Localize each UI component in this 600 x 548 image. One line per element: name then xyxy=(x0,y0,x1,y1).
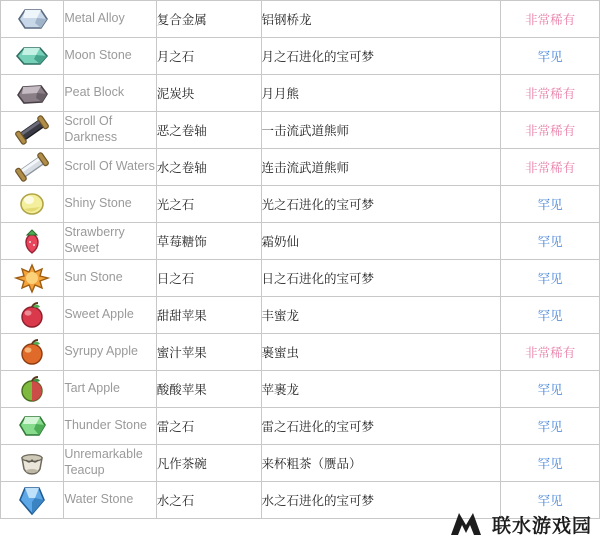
item-name-en: Unremarkable Teacup xyxy=(64,445,156,482)
item-icon-cell xyxy=(1,260,64,297)
item-name-cn: 草莓糖饰 xyxy=(156,223,261,260)
item-rarity: 罕见 xyxy=(501,223,600,260)
table-row xyxy=(1,408,600,445)
item-description: 来杯粗茶（赝品） xyxy=(261,445,501,482)
item-rarity: 罕见 xyxy=(501,482,600,519)
item-description: 水之石进化的宝可梦 xyxy=(261,482,501,519)
item-description: 雷之石进化的宝可梦 xyxy=(261,408,501,445)
item-icon-cell xyxy=(1,482,64,519)
item-description: 霜奶仙 xyxy=(261,223,501,260)
table-row xyxy=(1,482,600,519)
watermark-text: 联水游戏园 xyxy=(491,515,592,537)
item-icon-cell xyxy=(1,75,64,112)
item-rarity: 非常稀有 xyxy=(501,112,600,149)
item-description: 一击流武道熊师 xyxy=(261,112,501,149)
item-rarity: 非常稀有 xyxy=(501,75,600,112)
scroll-of-darkness-icon xyxy=(11,112,53,148)
item-name-en: Scroll Of Waters xyxy=(64,149,156,186)
shiny-stone-icon xyxy=(11,186,53,222)
item-rarity: 罕见 xyxy=(501,445,600,482)
item-rarity: 非常稀有 xyxy=(501,1,600,38)
item-description: 丰蜜龙 xyxy=(261,297,501,334)
item-name-cn: 雷之石 xyxy=(156,408,261,445)
strawberry-sweet-icon xyxy=(11,223,53,259)
table-row xyxy=(1,334,600,371)
table-row xyxy=(1,149,600,186)
item-icon-cell xyxy=(1,38,64,75)
item-description: 光之石进化的宝可梦 xyxy=(261,186,501,223)
item-name-en: Scroll Of Darkness xyxy=(64,112,156,149)
item-name-cn: 恶之卷轴 xyxy=(156,112,261,149)
item-icon-cell xyxy=(1,371,64,408)
item-name-cn: 蜜汁苹果 xyxy=(156,334,261,371)
item-name-cn: 月之石 xyxy=(156,38,261,75)
item-name-cn: 水之卷轴 xyxy=(156,149,261,186)
item-description: 苹裹龙 xyxy=(261,371,501,408)
item-name-en: Water Stone xyxy=(64,482,156,519)
table-row xyxy=(1,38,600,75)
table-row xyxy=(1,112,600,149)
item-description: 铝钢桥龙 xyxy=(261,1,501,38)
item-description: 日之石进化的宝可梦 xyxy=(261,260,501,297)
table-row xyxy=(1,75,600,112)
table-row xyxy=(1,371,600,408)
item-rarity: 非常稀有 xyxy=(501,334,600,371)
metal-alloy-icon xyxy=(11,1,53,37)
item-description: 连击流武道熊师 xyxy=(261,149,501,186)
item-icon-cell xyxy=(1,445,64,482)
item-icon-cell xyxy=(1,223,64,260)
syrupy-apple-icon xyxy=(11,334,53,370)
item-icon-cell xyxy=(1,149,64,186)
item-icon-cell xyxy=(1,112,64,149)
item-rarity: 非常稀有 xyxy=(501,149,600,186)
item-name-cn: 酸酸苹果 xyxy=(156,371,261,408)
item-icon-cell xyxy=(1,186,64,223)
item-name-en: Syrupy Apple xyxy=(64,334,156,371)
item-rarity: 罕见 xyxy=(501,38,600,75)
item-name-en: Shiny Stone xyxy=(64,186,156,223)
sweet-apple-icon xyxy=(11,297,53,333)
item-name-cn: 日之石 xyxy=(156,260,261,297)
item-name-cn: 凡作茶碗 xyxy=(156,445,261,482)
item-name-cn: 泥炭块 xyxy=(156,75,261,112)
water-stone-icon xyxy=(11,482,53,518)
item-rarity: 罕见 xyxy=(501,186,600,223)
table-row xyxy=(1,186,600,223)
item-name-cn: 复合金属 xyxy=(156,1,261,38)
table-row xyxy=(1,260,600,297)
table-row xyxy=(1,445,600,482)
item-name-en: Sun Stone xyxy=(64,260,156,297)
item-name-cn: 光之石 xyxy=(156,186,261,223)
item-rarity: 罕见 xyxy=(501,297,600,334)
tart-apple-icon xyxy=(11,371,53,407)
item-description: 月月熊 xyxy=(261,75,501,112)
table-body xyxy=(1,1,600,519)
item-icon-cell xyxy=(1,334,64,371)
item-rarity: 罕见 xyxy=(501,371,600,408)
item-name-en: Moon Stone xyxy=(64,38,156,75)
sun-stone-icon xyxy=(11,260,53,296)
table-row xyxy=(1,223,600,260)
item-name-cn: 水之石 xyxy=(156,482,261,519)
item-rarity: 罕见 xyxy=(501,260,600,297)
peat-block-icon xyxy=(11,75,53,111)
unremarkable-teacup-icon xyxy=(11,445,53,481)
table-row xyxy=(1,297,600,334)
item-description: 月之石进化的宝可梦 xyxy=(261,38,501,75)
item-icon-cell xyxy=(1,297,64,334)
item-name-en: Sweet Apple xyxy=(64,297,156,334)
item-name-en: Tart Apple xyxy=(64,371,156,408)
item-name-en: Thunder Stone xyxy=(64,408,156,445)
item-icon-cell xyxy=(1,408,64,445)
table-row xyxy=(1,1,600,38)
item-rarity: 罕见 xyxy=(501,408,600,445)
item-name-en: Strawberry Sweet xyxy=(64,223,156,260)
item-icon-cell xyxy=(1,1,64,38)
item-description: 裹蜜虫 xyxy=(261,334,501,371)
moon-stone-icon xyxy=(11,38,53,74)
scroll-of-waters-icon xyxy=(11,149,53,185)
item-name-cn: 甜甜苹果 xyxy=(156,297,261,334)
item-name-en: Peat Block xyxy=(64,75,156,112)
item-name-en: Metal Alloy xyxy=(64,1,156,38)
thunder-stone-icon xyxy=(11,408,53,444)
